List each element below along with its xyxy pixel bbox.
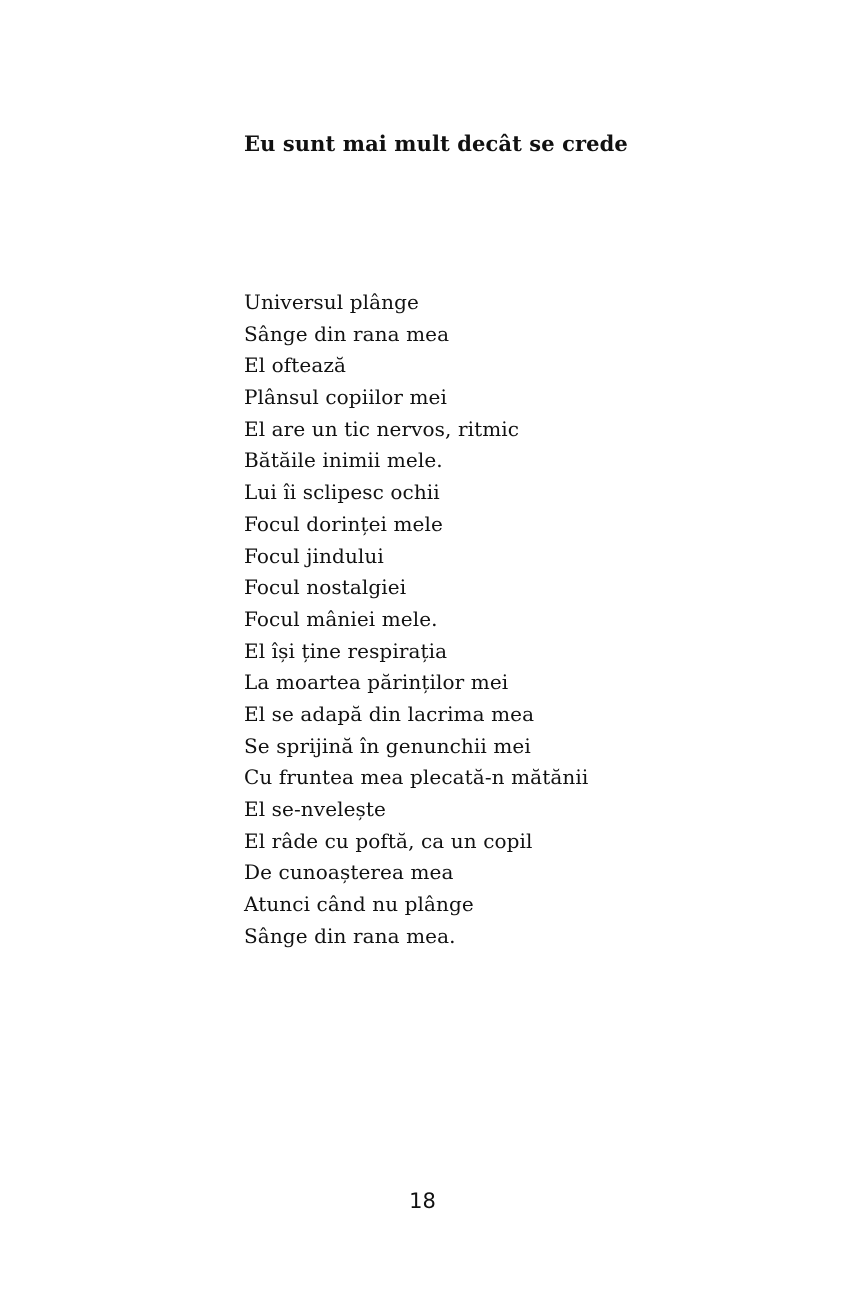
poem-title: Eu sunt mai mult decât se crede bbox=[244, 131, 628, 156]
poem-line: Universul plânge bbox=[244, 290, 419, 314]
poem-line: Sânge din rana mea. bbox=[244, 923, 456, 948]
poem-body bbox=[244, 287, 588, 952]
poem-line: Se sprijină în genunchii mei bbox=[244, 733, 531, 758]
page-number: 18 bbox=[409, 1189, 436, 1213]
poem-line: Plânsul copiilor mei bbox=[244, 385, 447, 410]
poem-line: Bătăile inimii mele. bbox=[244, 448, 443, 473]
poem-line: El își ține respirația bbox=[244, 638, 448, 663]
poem-line: Focul dorinței mele bbox=[244, 511, 443, 536]
poem-line: El se adapă din lacrima mea bbox=[244, 701, 535, 726]
poem-line: El se-nvelește bbox=[244, 797, 386, 821]
poem-line: La moartea părinților mei bbox=[244, 670, 509, 695]
poem-line: El oftează bbox=[244, 353, 347, 378]
poem-line: Focul jindului bbox=[244, 543, 384, 568]
poem-line: Focul nostalgiei bbox=[244, 575, 407, 600]
poem-line: Sânge din rana mea bbox=[244, 321, 450, 346]
poem-line: De cunoașterea mea bbox=[244, 860, 454, 885]
poem-line: Atunci când nu plânge bbox=[244, 892, 474, 917]
poem-line: El râde cu poftă, ca un copil bbox=[244, 828, 533, 853]
poem-line: Lui îi sclipesc ochii bbox=[244, 480, 440, 505]
poem-line: Focul mâniei mele. bbox=[244, 606, 438, 631]
poem-line: El are un tic nervos, ritmic bbox=[244, 416, 520, 441]
poem-line: Cu fruntea mea plecată-n mătănii bbox=[244, 765, 589, 790]
